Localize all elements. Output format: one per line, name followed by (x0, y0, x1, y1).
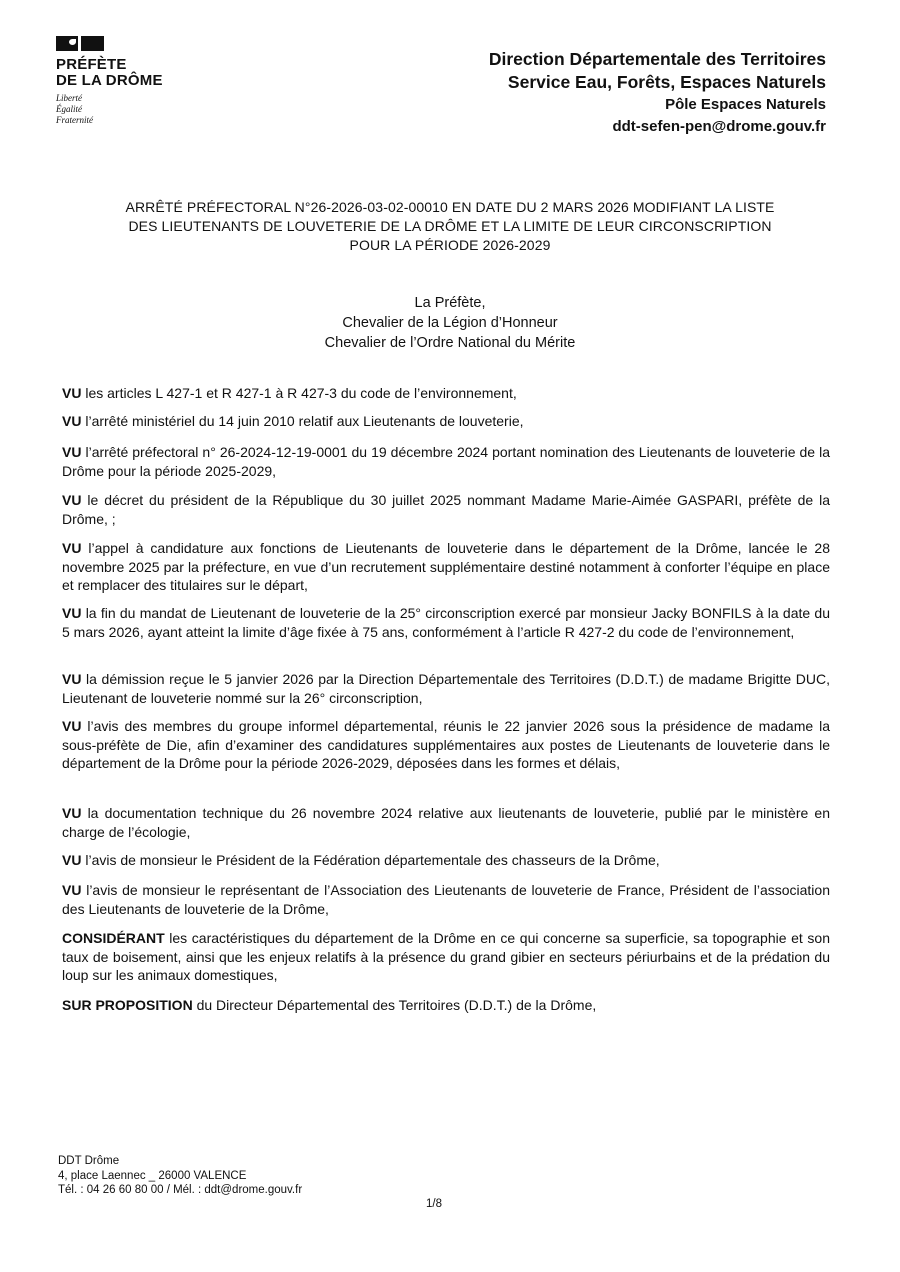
title-line1: ARRÊTÉ PRÉFECTORAL N°26-2026-03-02-00010 EN DATE DU 2 MARS 2026 MODIFIANT LA LISTE (125, 199, 775, 215)
paragraph-lead: CONSIDÉRANT (62, 930, 165, 946)
paragraph (62, 717, 830, 773)
marianne-flag-icon (56, 36, 104, 51)
paragraph-lead: VU (62, 605, 82, 621)
paragraph (62, 881, 830, 918)
issuing-service-header (489, 48, 826, 138)
issuer-line3: Chevalier de l’Ordre National du Mérite (324, 335, 576, 351)
footer-line1: DDT Drôme (58, 1155, 120, 1167)
prefecture-logo (56, 36, 186, 126)
header-email: ddt-sefen-pen@drome.gouv.fr (612, 118, 826, 135)
motto-egalite: Égalité (56, 104, 82, 114)
paragraph (62, 996, 830, 1015)
paragraph-lead: VU (62, 671, 82, 687)
paragraph-text: la fin du mandat de Lieutenant de louveterie de la 25° circonscription exercé par monsieur Jacky BONFILS à la date du 5 mars 2026, ayant atteint la limite d’âge fixée à 75 ans, conformément à l’article R 427-2 du code de l’environnement, (62, 605, 830, 640)
paragraph (62, 539, 830, 595)
logo-title-line2: DE LA DRÔME (56, 72, 163, 89)
logo-title-line1: PRÉFÈTE (56, 56, 127, 73)
paragraph-lead: VU (62, 413, 82, 429)
paragraph-lead: VU (62, 540, 82, 556)
paragraph (62, 412, 830, 431)
motto (56, 93, 186, 126)
paragraph-text: la documentation technique du 26 novembre 2024 relative aux lieutenants de louveterie, publié par le ministère en charge de l’écologie, (62, 805, 830, 840)
paragraph (62, 670, 830, 707)
paragraph-lead: VU (62, 882, 82, 898)
footer-line2: 4, place Laennec _ 26000 VALENCE (58, 1169, 247, 1182)
paragraph-text: le décret du président de la République du 30 juillet 2025 nommant Madame Marie-Aimée GASPARI, préfète de la Drôme, ; (62, 492, 830, 527)
paragraph-lead: VU (62, 492, 82, 508)
paragraph-lead: VU (62, 385, 82, 401)
paragraph-text: l’avis des membres du groupe informel départemental, réunis le 22 janvier 2026 sous la présidence de madame la sous-préfète de Die, afin d’examiner des candidatures supplémentaires aux postes de Lieutenants de louveterie dans le département de la Drôme pour la période 2026-2029, déposées dans les formes et délais, (62, 718, 830, 771)
footer-address (58, 1154, 302, 1198)
paragraph (62, 491, 830, 528)
paragraph-lead: VU (62, 852, 82, 868)
page-number: 1/8 (426, 1198, 442, 1210)
paragraph (62, 851, 830, 870)
paragraph-text: l’arrêté ministériel du 14 juin 2010 relatif aux Lieutenants de louveterie, (81, 413, 524, 429)
paragraph-text: l’avis de monsieur le Président de la Fédération départementale des chasseurs de la Drôme, (81, 852, 660, 868)
paragraph-text: l’avis de monsieur le représentant de l’Association des Lieutenants de louveterie de France, Président de l’association des Lieutenants de louveterie de la Drôme, (62, 882, 830, 917)
paragraph-lead: VU (62, 805, 82, 821)
paragraph (62, 604, 830, 641)
paragraph-text: la démission reçue le 5 janvier 2026 par la Direction Départementale des Territoires (D.D.T.) de madame Brigitte DUC, Lieutenant de louveterie nommé sur la 26° circonscription, (62, 671, 830, 706)
issuer-block (240, 293, 660, 353)
header-direction: Direction Départementale des Territoires (488, 49, 826, 69)
document-title (80, 198, 820, 255)
header-pole: Pôle Espaces Naturels (665, 96, 826, 113)
paragraph (62, 804, 830, 841)
paragraph (62, 443, 830, 480)
footer-line3: Tél. : 04 26 60 80 00 / Mél. : ddt@drome.gouv.fr (58, 1184, 303, 1196)
paragraph-text: les articles L 427-1 et R 427-1 à R 427-3 du code de l’environnement, (81, 385, 517, 401)
paragraph-text: l’arrêté préfectoral n° 26-2024-12-19-0001 du 19 décembre 2024 portant nomination des Lieutenants de louveterie de la Drôme pour la période 2025-2029, (62, 444, 830, 479)
header-service: Service Eau, Forêts, Espaces Naturels (507, 72, 826, 92)
paragraph-lead: SUR PROPOSITION (62, 997, 193, 1013)
paragraph-lead: VU (62, 718, 82, 734)
paragraph-text: les caractéristiques du département de la Drôme en ce qui concerne sa superficie, sa topographie et son taux de boisement, ainsi que les enjeux relatifs à la présence du grand gibier en secteurs périurbains et de la prédation du loup sur les animaux domestiques, (62, 930, 830, 983)
paragraph (62, 929, 830, 985)
title-line2: DES LIEUTENANTS DE LOUVETERIE DE LA DRÔME ET LA LIMITE DE LEUR CIRCONSCRIPTION (128, 218, 772, 234)
paragraph-lead: VU (62, 444, 82, 460)
issuer-line1: La Préfète, (414, 295, 486, 311)
issuer-line2: Chevalier de la Légion d’Honneur (342, 315, 558, 331)
paragraph-text: l’appel à candidature aux fonctions de Lieutenants de louveterie dans le département de la Drôme, lancée le 28 novembre 2025 par la préfecture, en vue d’un recrutement supplémentaire destiné notamment à conforter l’équipe en place et remplacer des titulaires sur le départ, (62, 540, 830, 593)
title-line3: POUR LA PÉRIODE 2026-2029 (349, 237, 551, 253)
paragraph (62, 384, 830, 403)
motto-liberte: Liberté (56, 93, 82, 103)
paragraph-text: du Directeur Départemental des Territoires (D.D.T.) de la Drôme, (192, 997, 597, 1013)
motto-fraternite: Fraternité (56, 115, 93, 125)
